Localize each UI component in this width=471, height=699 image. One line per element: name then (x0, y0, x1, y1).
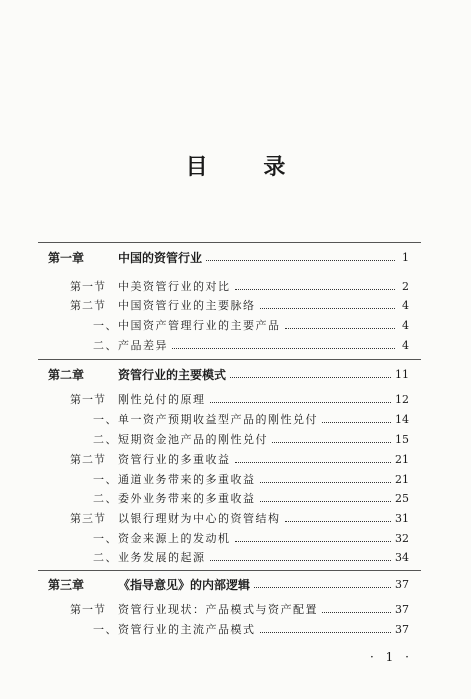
leader-dots (272, 442, 391, 443)
section-title: 资管行业的多重收益 (118, 453, 231, 466)
page-number: 15 (395, 432, 409, 446)
page-folio: · 1 · (370, 650, 413, 664)
leader-dots (210, 402, 392, 403)
page-number: 31 (395, 511, 409, 525)
subsection-title: 一、资金来源上的发动机 (93, 532, 231, 545)
leader-dots (260, 308, 396, 309)
chapter-number: 第一章 (48, 250, 85, 265)
subsection-title: 二、委外业务带来的多重收益 (93, 492, 256, 505)
leader-dots (260, 501, 392, 502)
toc-subsection[interactable] (93, 548, 409, 566)
divider (38, 359, 421, 360)
subsection-title: 二、短期资金池产品的刚性兑付 (93, 433, 268, 446)
page-number: 37 (395, 602, 409, 616)
page-number: 4 (402, 318, 409, 332)
subsection-title: 二、业务发展的起源 (93, 551, 206, 564)
page-number: 14 (395, 412, 409, 426)
toc-section[interactable] (70, 600, 409, 618)
page-number: 2 (402, 279, 409, 293)
chapter-title: 资管行业的主要模式 (118, 367, 227, 382)
section-title: 以银行理财为中心的资管结构 (118, 512, 281, 525)
subsection-title: 一、通道业务带来的多重收益 (93, 473, 256, 486)
leader-dots (260, 632, 392, 633)
chapter-title: 中国的资管行业 (118, 250, 203, 265)
toc-subsection[interactable] (93, 430, 409, 448)
page-number: 37 (395, 577, 409, 591)
page-title: 目 录 (185, 154, 310, 180)
chapter-title: 《指导意见》的内部逻辑 (118, 577, 251, 592)
section-title: 中美资管行业的对比 (118, 280, 231, 293)
leader-dots (210, 560, 392, 561)
leader-dots (230, 377, 391, 378)
page-number: 4 (402, 338, 409, 352)
divider (38, 242, 421, 243)
page-number: 34 (395, 550, 409, 564)
section-number: 第三节 (70, 512, 106, 525)
toc-chapter-3[interactable] (48, 575, 409, 593)
toc-section[interactable] (70, 296, 409, 314)
toc-subsection[interactable] (93, 316, 409, 334)
leader-dots (235, 462, 392, 463)
page-number: 21 (395, 452, 409, 466)
toc-subsection[interactable] (93, 410, 409, 428)
page-number: 25 (395, 491, 409, 505)
section-title: 中国资管行业的主要脉络 (118, 299, 256, 312)
page-number: 12 (395, 392, 409, 406)
toc-subsection[interactable] (93, 336, 409, 354)
page-number: 4 (402, 298, 409, 312)
leader-dots (285, 521, 392, 522)
chapter-number: 第二章 (48, 367, 85, 382)
subsection-title: 一、资管行业的主流产品模式 (93, 623, 256, 636)
leader-dots (260, 482, 392, 483)
section-number: 第二节 (70, 453, 106, 466)
leader-dots (254, 587, 391, 588)
divider (38, 570, 421, 571)
page-number: 32 (395, 531, 409, 545)
page-number: 21 (395, 472, 409, 486)
toc-chapter-1[interactable] (48, 248, 409, 266)
section-number: 第一节 (70, 603, 106, 616)
toc-section[interactable] (70, 390, 409, 408)
leader-dots (172, 348, 395, 349)
subsection-title: 一、单一资产预期收益型产品的刚性兑付 (93, 413, 318, 426)
section-number: 第一节 (70, 393, 106, 406)
leader-dots (322, 612, 391, 613)
leader-dots (235, 289, 396, 290)
section-title: 资管行业现状：产品模式与资产配置 (118, 603, 318, 616)
leader-dots (206, 260, 395, 261)
page-number: 11 (395, 367, 409, 381)
toc-subsection[interactable] (93, 620, 409, 638)
section-title: 刚性兑付的原理 (118, 393, 206, 406)
chapter-number: 第三章 (48, 577, 85, 592)
toc-chapter-2[interactable] (48, 365, 409, 383)
toc-subsection[interactable] (93, 489, 409, 507)
toc-section[interactable] (70, 277, 409, 295)
leader-dots (322, 422, 391, 423)
subsection-title: 二、产品差异 (93, 339, 168, 352)
leader-dots (235, 541, 392, 542)
page-number: 1 (402, 250, 409, 264)
leader-dots (285, 328, 396, 329)
page-number: 37 (395, 622, 409, 636)
toc-subsection[interactable] (93, 529, 409, 547)
toc-section[interactable] (70, 450, 409, 468)
toc-section[interactable] (70, 509, 409, 527)
subsection-title: 一、中国资产管理行业的主要产品 (93, 319, 281, 332)
toc-subsection[interactable] (93, 470, 409, 488)
section-number: 第二节 (70, 299, 106, 312)
section-number: 第一节 (70, 280, 106, 293)
